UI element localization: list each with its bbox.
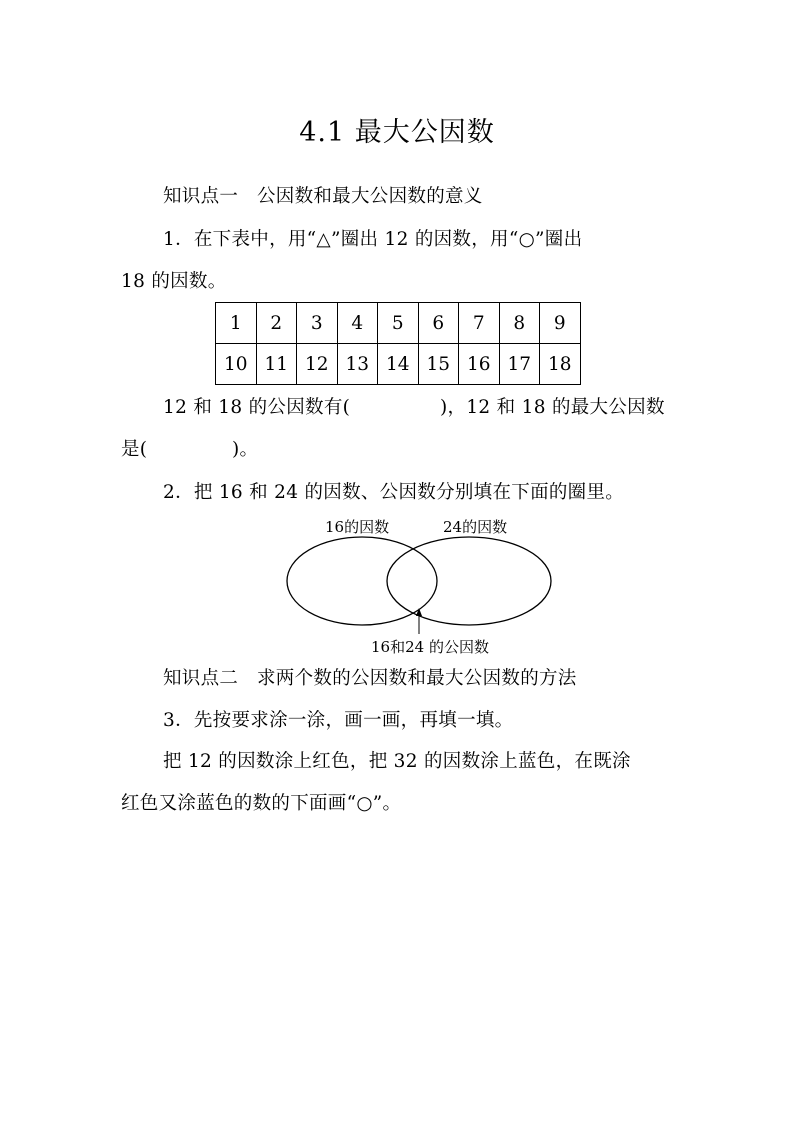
table-cell[interactable]: 12 (297, 344, 338, 385)
section1-heading: 知识点一 公因数和最大公因数的意义 (163, 186, 483, 207)
table-row (216, 303, 581, 344)
table-cell[interactable]: 4 (337, 303, 378, 344)
page-title: 4.1 最大公因数 (299, 117, 495, 148)
table-cell[interactable]: 3 (297, 303, 338, 344)
table-cell[interactable]: 7 (459, 303, 500, 344)
q1-fill-line2-a: 是( (121, 439, 148, 460)
table-cell[interactable]: 17 (499, 344, 540, 385)
table-cell[interactable]: 8 (499, 303, 540, 344)
table-cell[interactable]: 16 (459, 344, 500, 385)
table-cell[interactable]: 15 (418, 344, 459, 385)
table-cell[interactable]: 10 (216, 344, 257, 385)
arrow-up-icon (416, 608, 422, 616)
table-cell[interactable]: 1 (216, 303, 257, 344)
venn-label-bottom: 16和24 的公因数 (371, 638, 489, 656)
q3-instruction-line1: 把 12 的因数涂上红色，把 32 的因数涂上蓝色，在既涂 (163, 751, 631, 772)
q3-instruction-line2: 红色又涂蓝色的数的下面画“○”。 (121, 793, 402, 814)
table-cell[interactable]: 14 (378, 344, 419, 385)
common-factors-blank[interactable] (360, 396, 438, 420)
section2-heading: 知识点二 求两个数的公因数和最大公因数的方法 (163, 668, 577, 689)
q1-fill-line1-b: )，12 和 18 的最大公因数 (440, 397, 665, 418)
table-cell[interactable]: 13 (337, 344, 378, 385)
venn-circle-left[interactable] (287, 537, 437, 625)
table-cell[interactable]: 11 (256, 344, 297, 385)
venn-label-right: 24的因数 (443, 518, 508, 536)
venn-diagram (280, 530, 560, 642)
gcd-blank[interactable] (150, 438, 230, 462)
table-row (216, 344, 581, 385)
q1-fill-line1-a: 12 和 18 的公因数有( (163, 397, 351, 418)
table-cell[interactable]: 6 (418, 303, 459, 344)
venn-label-left: 16的因数 (325, 518, 390, 536)
q3-text: 3．先按要求涂一涂，画一画，再填一填。 (163, 710, 514, 731)
table-cell[interactable]: 18 (540, 344, 581, 385)
venn-circle-right[interactable] (387, 537, 551, 625)
number-table (215, 302, 581, 385)
table-cell[interactable]: 5 (378, 303, 419, 344)
q1-text-line1: 1．在下表中，用“△”圈出 12 的因数，用“○”圈出 (163, 229, 583, 250)
q2-text: 2．把 16 和 24 的因数、公因数分别填在下面的圈里。 (163, 482, 625, 503)
q1-text-line2: 18 的因数。 (121, 271, 227, 292)
q1-fill-line2-b: )。 (232, 439, 259, 460)
table-cell[interactable]: 9 (540, 303, 581, 344)
table-cell[interactable]: 2 (256, 303, 297, 344)
